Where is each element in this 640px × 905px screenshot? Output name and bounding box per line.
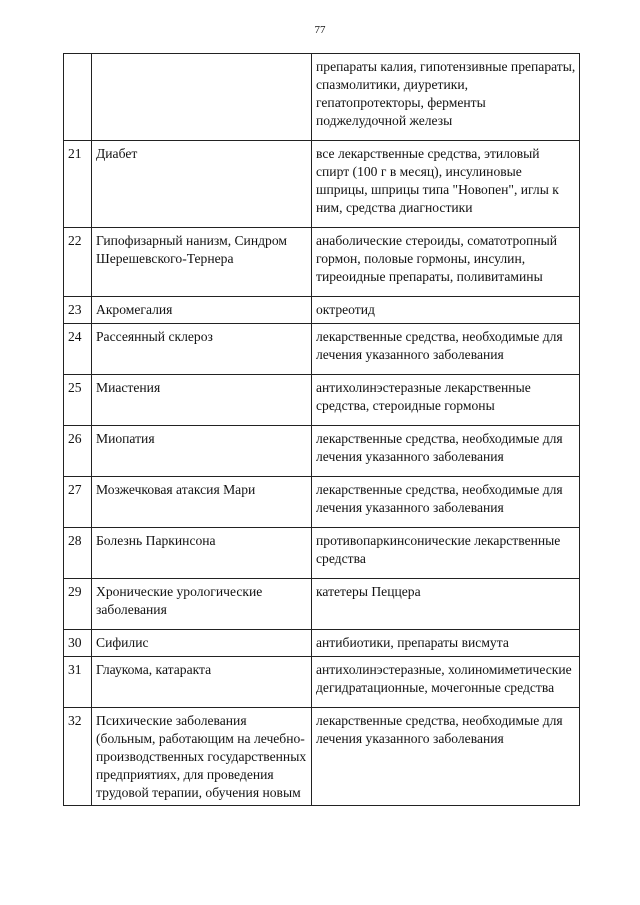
disease-name: Мозжечковая атаксия Мари	[92, 477, 312, 528]
drug-list: лекарственные средства, необходимые для лечения указанного заболевания	[312, 324, 580, 375]
row-number: 28	[64, 528, 92, 579]
disease-name	[92, 54, 312, 141]
drug-list: все лекарственные средства, этиловый спирт (100 г в месяц), инсулиновые шприцы, шприцы типа "Новопен", иглы к ним, средства диагностики	[312, 141, 580, 228]
table-row	[64, 297, 580, 324]
row-number: 27	[64, 477, 92, 528]
disease-name: Диабет	[92, 141, 312, 228]
row-number: 25	[64, 375, 92, 426]
disease-name: Акромегалия	[92, 297, 312, 324]
table-row	[64, 477, 580, 528]
disease-name: Гипофизарный нанизм, Синдром Шерешевского-Тернера	[92, 228, 312, 297]
row-number: 21	[64, 141, 92, 228]
page-number: 77	[314, 24, 326, 36]
row-number: 22	[64, 228, 92, 297]
disease-name: Хронические урологические заболевания	[92, 579, 312, 630]
drug-list: лекарственные средства, необходимые для лечения указанного заболевания	[312, 477, 580, 528]
drug-list: антибиотики, препараты висмута	[312, 630, 580, 657]
table-row	[64, 708, 580, 806]
disease-name: Рассеянный склероз	[92, 324, 312, 375]
table-row	[64, 630, 580, 657]
drug-list: анаболические стероиды, соматотропный гормон, половые гормоны, инсулин, тиреоидные препараты, поливитамины	[312, 228, 580, 297]
table-row	[64, 657, 580, 708]
disease-name: Психические заболевания (больным, работающим на лечебно-производственных государственных предприятиях, для проведения трудовой терапии, обучения новым	[92, 708, 312, 806]
drug-list: антихолинэстеразные лекарственные средства, стероидные гормоны	[312, 375, 580, 426]
row-number: 31	[64, 657, 92, 708]
disease-name: Глаукома, катаракта	[92, 657, 312, 708]
row-number: 23	[64, 297, 92, 324]
drug-list: лекарственные средства, необходимые для лечения указанного заболевания	[312, 708, 580, 806]
row-number: 32	[64, 708, 92, 806]
row-number	[64, 54, 92, 141]
table-row	[64, 54, 580, 141]
disease-name: Болезнь Паркинсона	[92, 528, 312, 579]
drug-benefit-table	[63, 53, 580, 806]
table-row	[64, 528, 580, 579]
drug-list: препараты калия, гипотензивные препараты, спазмолитики, диуретики, гепатопротекторы, ферменты поджелудочной железы	[312, 54, 580, 141]
disease-name: Сифилис	[92, 630, 312, 657]
table-row	[64, 426, 580, 477]
row-number: 29	[64, 579, 92, 630]
disease-name: Миастения	[92, 375, 312, 426]
table-row	[64, 375, 580, 426]
table-row	[64, 579, 580, 630]
drug-list: антихолинэстеразные, холиномиметические дегидратационные, мочегонные средства	[312, 657, 580, 708]
row-number: 26	[64, 426, 92, 477]
drug-list: противопаркинсонические лекарственные средства	[312, 528, 580, 579]
row-number: 30	[64, 630, 92, 657]
disease-name: Миопатия	[92, 426, 312, 477]
table-row	[64, 141, 580, 228]
table-row	[64, 324, 580, 375]
drug-list: октреотид	[312, 297, 580, 324]
row-number: 24	[64, 324, 92, 375]
table-row	[64, 228, 580, 297]
drug-list: катетеры Пеццера	[312, 579, 580, 630]
drug-list: лекарственные средства, необходимые для лечения указанного заболевания	[312, 426, 580, 477]
